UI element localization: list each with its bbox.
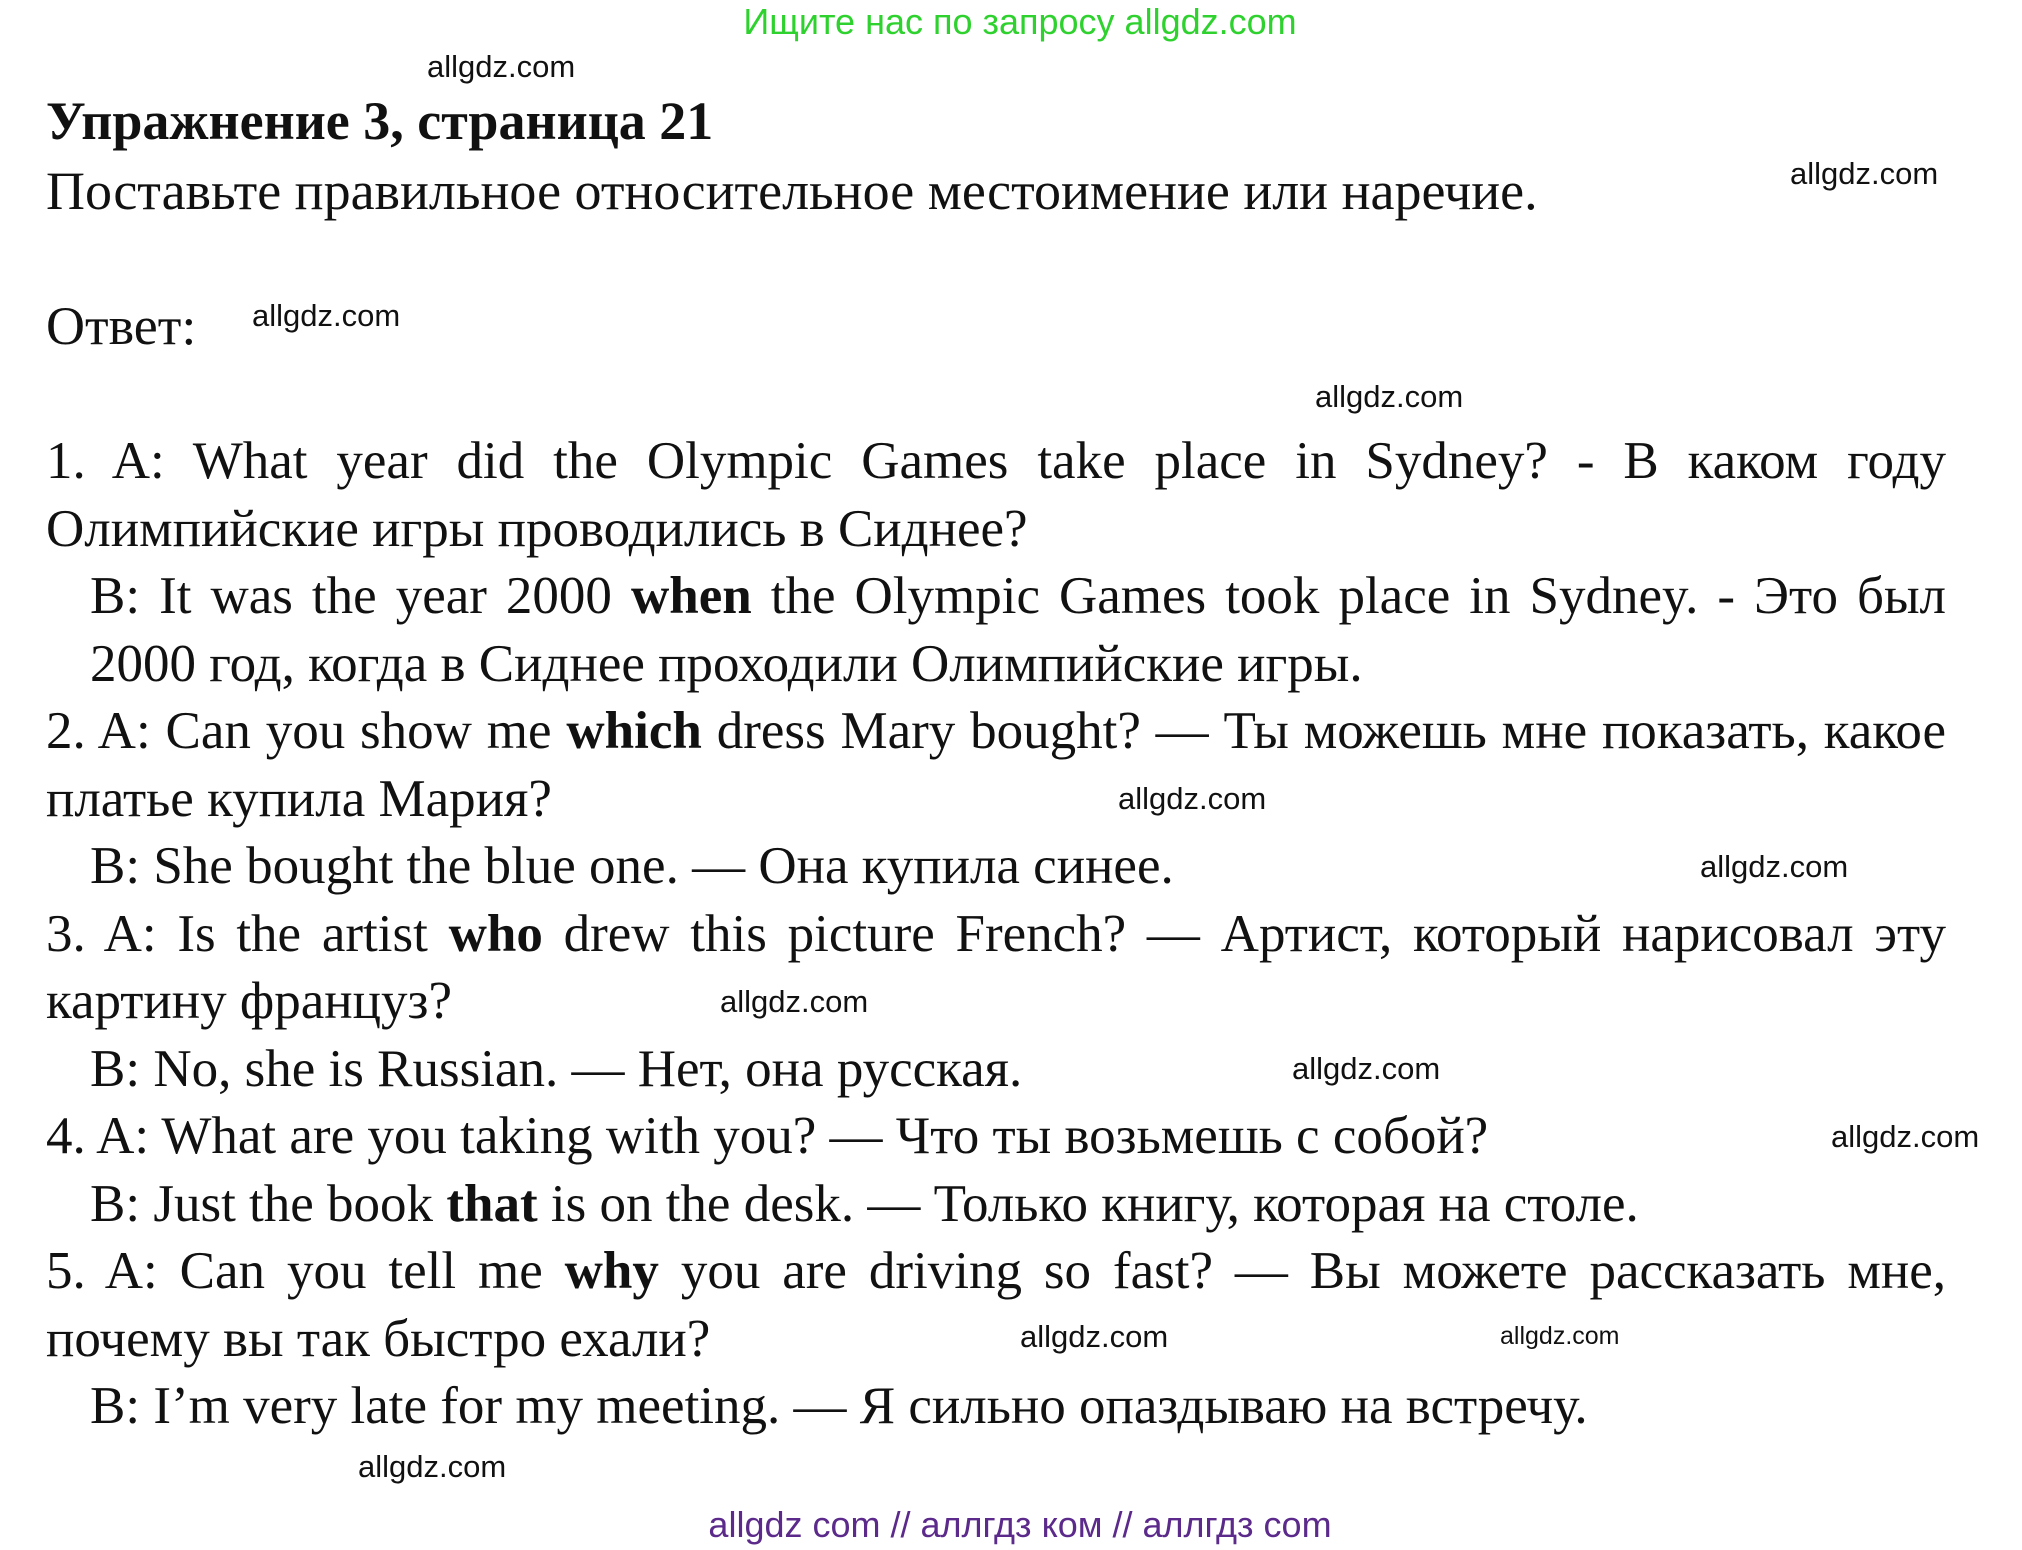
text-segment: 1. A: What year did the Olympic Games take place in Sydney? - В каком году Олимпийские игры проводились в Сиднее? xyxy=(46,432,1946,558)
answer-word: who xyxy=(448,904,543,963)
text-segment: is on the desk. — Только книгу, которая на столе. xyxy=(537,1174,1639,1233)
text-segment: 4. A: What are you taking with you? — Что ты возьмешь с собой? xyxy=(46,1107,1489,1165)
text-segment: the Olympic Games took place in Sydney. - Это был 2000 год, когда в Сиднее проходили Олимпийские игры. xyxy=(90,567,1946,693)
text-segment: drew this picture French? — Артист, который нарисовал эту картину француз? xyxy=(46,904,1947,1030)
watermark: allgdz.com xyxy=(252,298,401,333)
watermark: allgdz.com xyxy=(1292,1051,1441,1086)
dialogue-line-b xyxy=(46,1373,1946,1441)
text-segment: B: She bought the blue one. — Она купила синее. xyxy=(90,837,1174,895)
text-segment: B: No, she is Russian. — Нет, она русская. xyxy=(90,1039,1023,1098)
watermark: allgdz.com xyxy=(1500,1322,1620,1350)
answer-word: why xyxy=(564,1242,659,1300)
watermark: allgdz.com xyxy=(358,1449,507,1484)
watermark: allgdz.com xyxy=(427,49,576,84)
text-segment: you are driving so fast? — Вы можете рассказать мне, почему вы так быстро ехали? xyxy=(46,1242,1947,1368)
dialogue-line-a xyxy=(46,1238,1946,1373)
watermark: allgdz.com xyxy=(1790,156,1939,191)
watermark: allgdz.com xyxy=(1831,1119,1980,1154)
dialogue-line-a xyxy=(46,901,1946,1036)
watermark: allgdz.com xyxy=(1700,849,1849,884)
dialogue-line-a xyxy=(46,698,1946,833)
answer-word: that xyxy=(446,1174,538,1233)
answer-word: when xyxy=(630,567,752,625)
answer-word: which xyxy=(566,702,702,760)
watermark: allgdz.com xyxy=(1118,781,1267,816)
text-segment: B: Just the book xyxy=(90,1174,447,1233)
page-title: Упражнение 3, страница 21 xyxy=(46,91,714,151)
text-segment: 5. A: Can you tell me xyxy=(46,1242,565,1300)
answer-body xyxy=(46,428,1946,1441)
answer-label: Ответ: xyxy=(46,296,197,356)
dialogue-line-a xyxy=(46,1103,1946,1171)
watermark: allgdz.com xyxy=(1315,379,1464,414)
dialogue-line-b xyxy=(46,833,1946,901)
watermark: allgdz.com xyxy=(720,984,869,1019)
instruction: Поставьте правильное относительное местоимение или наречие. xyxy=(46,161,1538,221)
text-segment: 3. A: Is the artist xyxy=(46,904,449,963)
watermark: allgdz.com xyxy=(1020,1319,1169,1354)
footer-links: allgdz com // аллгдз ком // аллгдз com xyxy=(708,1504,1332,1545)
text-segment: 2. A: Can you show me xyxy=(46,702,567,760)
text-segment: B: It was the year 2000 xyxy=(90,567,631,625)
dialogue-line-b xyxy=(46,1171,1946,1239)
header-ad: Ищите нас по запросу allgdz.com xyxy=(743,1,1297,42)
text-segment: dress Mary bought? — Ты можешь мне показать, какое платье купила Мария? xyxy=(46,702,1946,828)
dialogue-line-b xyxy=(46,563,1946,698)
text-segment: B: I’m very late for my meeting. — Я сильно опаздываю на встречу. xyxy=(90,1377,1588,1435)
dialogue-line-a xyxy=(46,428,1946,563)
dialogue-line-b xyxy=(46,1036,1946,1104)
